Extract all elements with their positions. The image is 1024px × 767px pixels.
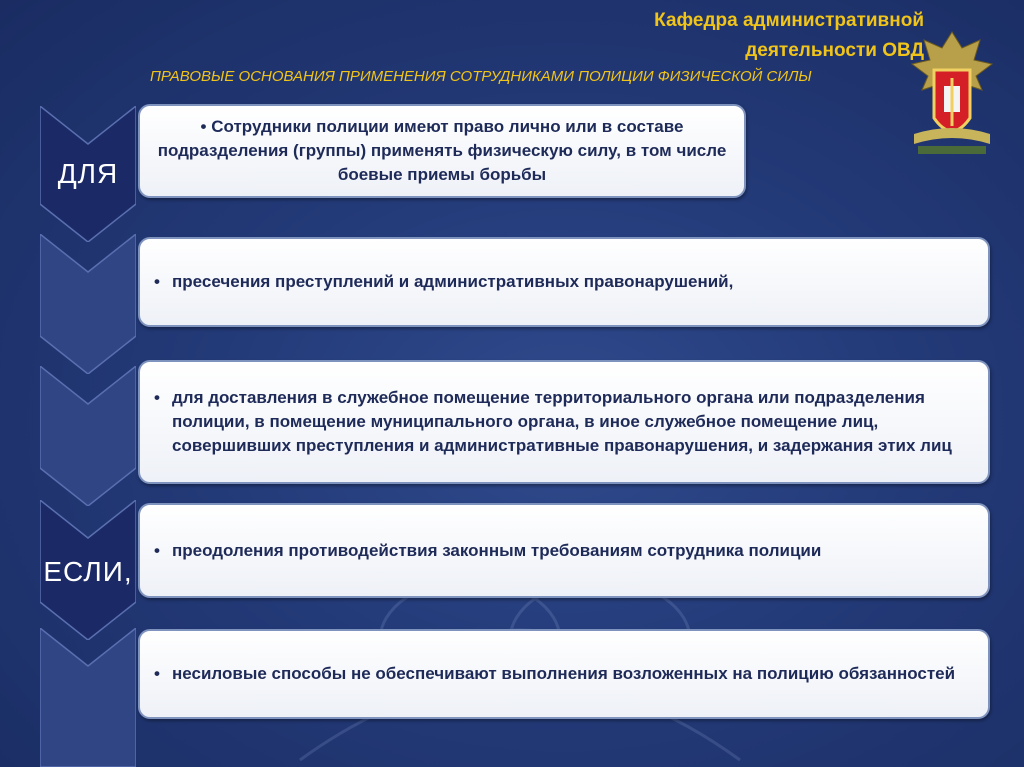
basis-box-4 xyxy=(138,629,990,719)
bullet: • xyxy=(200,117,207,136)
basis-box-2 xyxy=(138,360,990,484)
department-line-1: Кафедра административной xyxy=(654,10,924,31)
slide-subtitle: ПРАВОВЫЕ ОСНОВАНИЯ ПРИМЕНЕНИЯ СОТРУДНИКАМИ ПОЛИЦИИ ФИЗИЧЕСКОЙ СИЛЫ xyxy=(150,68,812,85)
chevron-label-for: ДЛЯ xyxy=(57,158,119,189)
basis-text-2: для доставления в служебное помещение территориального органа или подразделения полиции, в помещение муниципального органа, в иное служебное помещение лиц, совершивших преступления и административные правонарушения, и задержания этих лиц xyxy=(172,388,952,455)
basis-text-4: несиловые способы не обеспечивают выполнения возложенных на полицию обязанностей xyxy=(172,664,956,683)
chevron-2 xyxy=(40,234,136,374)
chevron-5 xyxy=(40,628,136,767)
basis-box-3 xyxy=(138,503,990,598)
statement-body: Сотрудники полиции имеют право лично или в составе подразделения (группы) применять физическую силу, в том числе боевые приемы борьбы xyxy=(157,117,727,184)
bullet: • xyxy=(154,388,160,407)
statement-text xyxy=(152,115,732,187)
department-title xyxy=(624,6,924,66)
bullet: • xyxy=(154,664,160,683)
basis-text-1: пресечения преступлений и административных правонарушений, xyxy=(172,272,734,291)
chevron-3 xyxy=(40,366,136,506)
police-emblem-icon xyxy=(904,26,1000,164)
basis-box-1 xyxy=(138,237,990,327)
bullet: • xyxy=(154,272,160,291)
basis-text-3: преодоления противодействия законным требованиям сотрудника полиции xyxy=(172,540,822,560)
chevron-label-if: ЕСЛИ, xyxy=(43,556,133,587)
statement-box xyxy=(138,104,746,198)
bullet: • xyxy=(154,540,160,560)
department-line-2: деятельности ОВД xyxy=(745,40,924,61)
